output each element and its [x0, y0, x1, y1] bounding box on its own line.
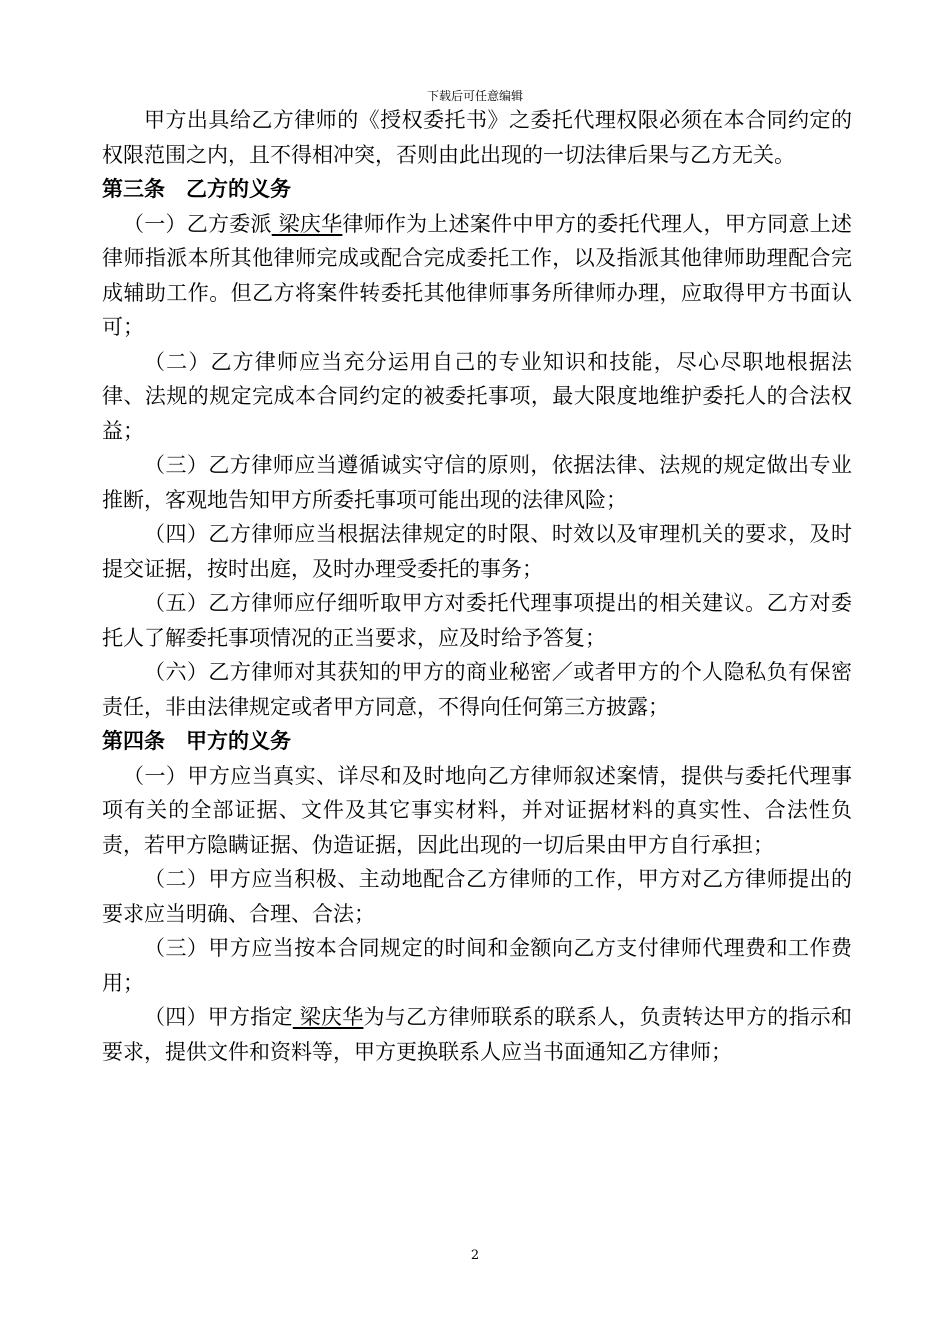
article4-item4-after: 为与乙方律师联系的联系人，负责转达甲方的指示和要求，提供文件和资料等，甲方更换联系人应当书面通知乙方律师；: [102, 1005, 852, 1064]
article4-item3: （三）甲方应当按本合同规定的时间和金额向乙方支付律师代理费和工作费用；: [102, 936, 852, 995]
article3-item3: （三）乙方律师应当遵循诚实守信的原则，依据法律、法规的规定做出专业推断，客观地告知甲方所委托事项可能出现的法律风险；: [102, 453, 852, 512]
article3-item1-after: 律师作为上述案件中甲方的委托代理人，甲方同意上述律师指派本所其他律师完成或配合完成委托工作，以及指派其他律师助理配合完成辅助工作。但乙方将案件转委托其他律师事务所律师办理，应取得甲方书面认可；: [102, 211, 852, 339]
intro-paragraph: 甲方出具给乙方律师的《授权委托书》之委托代理权限必须在本合同约定的权限范围之内，且不得相冲突，否则由此出现的一切法律后果与乙方无关。: [102, 108, 852, 167]
article4-item4-before: （四）甲方指定: [144, 1005, 293, 1029]
article4-item2: （二）甲方应当积极、主动地配合乙方律师的工作，甲方对乙方律师提出的要求应当明确、合理、合法；: [102, 867, 852, 926]
article4-heading: 第四条 甲方的义务: [102, 729, 291, 753]
document-body: [102, 103, 852, 1069]
article3-item6: （六）乙方律师对其获知的甲方的商业秘密／或者甲方的个人隐私负有保密责任，非由法律规定或者甲方同意，不得向任何第三方披露；: [102, 660, 852, 719]
article3-item2: （二）乙方律师应当充分运用自己的专业知识和技能，尽心尽职地根据法律、法规的规定完成本合同约定的被委托事项，最大限度地维护委托人的合法权益；: [102, 349, 852, 443]
article3-heading: 第三条 乙方的义务: [102, 177, 291, 201]
article3-item5: （五）乙方律师应仔细听取甲方对委托代理事项提出的相关建议。乙方对委托人了解委托事项情况的正当要求，应及时给予答复；: [102, 591, 852, 650]
page-number: 2: [470, 1248, 480, 1263]
article4-item1: （一）甲方应当真实、详尽和及时地向乙方律师叙述案情，提供与委托代理事项有关的全部证据、文件及其它事实材料，并对证据材料的真实性、合法性负责，若甲方隐瞒证据、伪造证据，因此出现的一切后果由甲方自行承担；: [102, 763, 852, 857]
header-note: 下载后可任意编辑: [426, 89, 523, 103]
article4-item4: [102, 1000, 852, 1069]
article3-item1-lawyer-name: 梁庆华: [271, 211, 343, 236]
article3-item4: （四）乙方律师应当根据法律规定的时限、时效以及审理机关的要求，及时提交证据，按时出庭，及时办理受委托的事务；: [102, 522, 852, 581]
article3-item1: [102, 207, 852, 345]
article4-item4-contact-name: 梁庆华: [292, 1005, 364, 1029]
article3-item1-before: （一）乙方委派: [123, 211, 272, 236]
